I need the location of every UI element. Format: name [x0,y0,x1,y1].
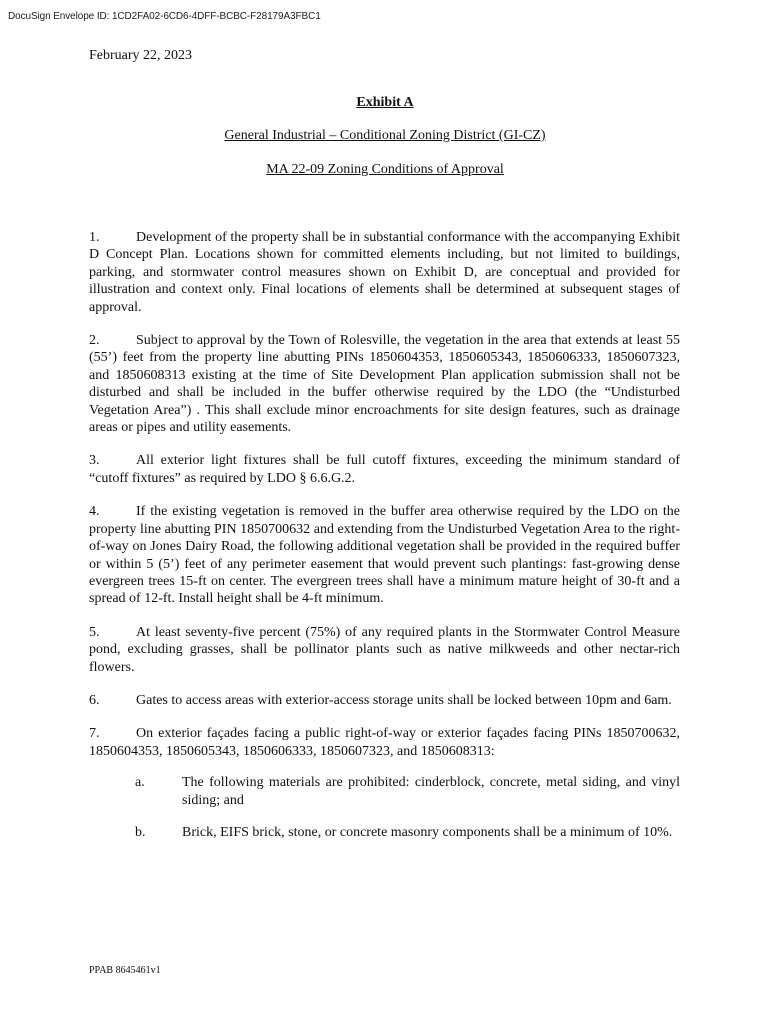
condition-paragraph [89,503,680,607]
condition-text: Subject to approval by the Town of Rolesville, the vegetation in the area that extends at least 55 (55’) feet from the property line abutting PINs 1850604353, 1850605343, 1850606333, 1850607323, and 1850608313 existing at the time of Site Development Plan application submission shall not be disturbed and shall be included in the buffer otherwise required by the LDO (the “Undisturbed Vegetation Area”) . This shall exclude minor encroachments for site design features, such as drainage areas or pipes and utility easements. [89,333,680,436]
condition-text: Gates to access areas with exterior-access storage units shall be locked between 10pm and 6am. [136,692,672,708]
sub-condition-text: Brick, EIFS brick, stone, or concrete masonry components shall be a minimum of 10%. [182,824,673,840]
condition-number: 3. [89,453,100,469]
envelope-id: DocuSign Envelope ID: 1CD2FA02-6CD6-4DFF-BCBC-F28179A3FBC1 [8,11,321,22]
sub-condition-letter: a. [135,775,145,791]
condition-number: 4. [89,504,100,520]
condition-text: On exterior façades facing a public right-of-way or exterior façades facing PINs 1850700632, 1850604353, 1850605343, 1850606333, 1850607323, and 1850608313: [89,726,680,759]
condition-paragraph [89,725,680,760]
condition-text: At least seventy-five percent (75%) of any required plants in the Stormwater Control Measure pond, excluding grasses, shall be pollinator plants such as native milkweeds and other nectar-rich flowers. [89,624,680,675]
condition-number: 5. [89,624,100,640]
document-footer-id: PPAB 8645461v1 [89,965,161,976]
condition-text: All exterior light fixtures shall be full cutoff fixtures, exceeding the minimum standard of “cutoff fixtures” as required by LDO § 6.6.G.2. [89,453,680,486]
sub-condition [89,774,680,809]
condition-paragraph [89,624,680,676]
condition-number: 1. [89,230,100,245]
condition-text: Development of the property shall be in substantial conformance with the accompanying Exhibit D Concept Plan. Locations shown for committed elements including, but not limited to buildings, parking, and stormwater control measures shown on Exhibit D, are conceptual and provided for illustration and context only. Final locations of elements shall be determined at subsequent stages of approval. [89,230,680,315]
district-title: General Industrial – Conditional Zoning District (GI-CZ) [224,128,546,143]
sub-condition [89,824,680,841]
condition-number: 2. [89,333,100,349]
condition-paragraph [89,332,680,436]
conditions-title: MA 22-09 Zoning Conditions of Approval [266,162,504,177]
exhibit-title: Exhibit A [356,95,414,110]
condition-paragraph [89,229,680,316]
sub-condition-text: The following materials are prohibited: cinderblock, concrete, metal siding, and vinyl siding; and [182,775,680,808]
condition-text: If the existing vegetation is removed in the buffer area otherwise required by the LDO on the property line abutting PIN 1850700632 and extending from the Undisturbed Vegetation Area to the right-of-way on Jones Dairy Road, the following additional vegetation shall be provided in the required buffer or within 5 (5’) feet of any perimeter easement that would prevent such plantings: fast-growing dense evergreen trees 15-ft on center. The evergreen trees shall have a minimum mature height of 30-ft and a spread of 12-ft. Install height shall be 4-ft minimum. [89,504,680,607]
condition-paragraph [89,452,680,487]
condition-number: 7. [89,726,100,742]
document-date: February 22, 2023 [89,48,193,63]
sub-condition-letter: b. [135,824,146,840]
condition-number: 6. [89,692,100,708]
condition-paragraph [89,692,680,709]
conditions-list [89,229,680,856]
